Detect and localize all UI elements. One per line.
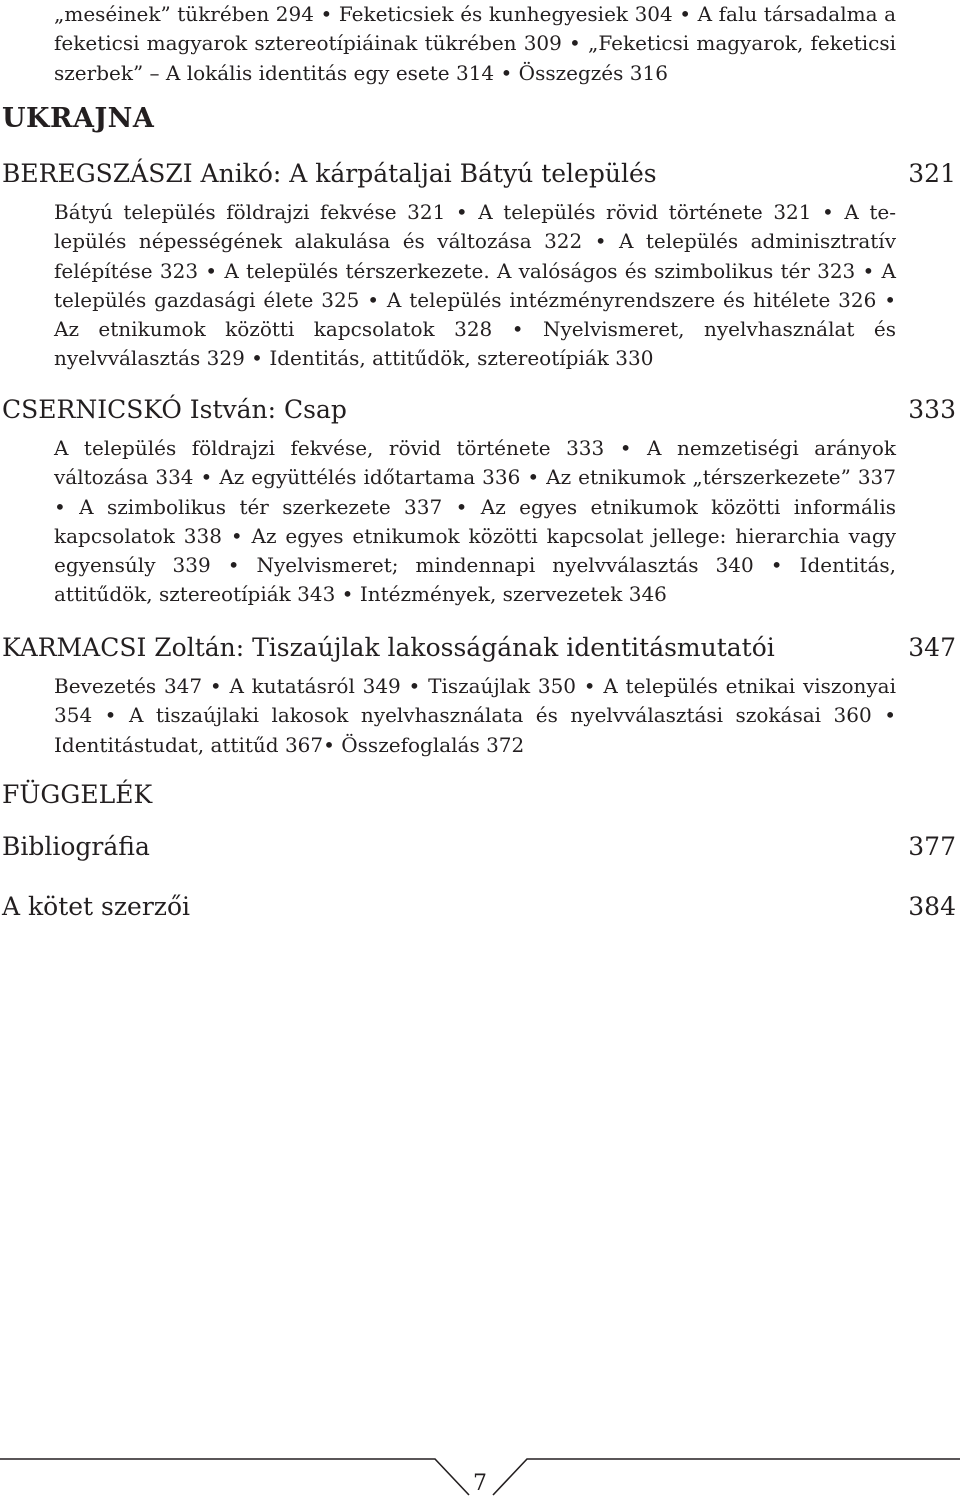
section-heading-fuggelek: FÜGGELÉK (2, 780, 153, 809)
toc-entry-subsections-csernicsko: A település földrajzi fekvése, rövid története 333 • A nemzetiségi arányok változása 334 • Az együttélés időtartama 336 • Az etnikumok „térszerkezete” 337 • A szimbolikus tér szerkezete 337 • Az egyes etnikumok közötti informális kapcsolatok 338 • Az egyes etnikumok közötti kapcsolat jellege: hierarchia vagy egyensúly 339 • Nyelvismeret; mindennapi nyelvválasztás 340 • Identitás, attitűdök, sztereotípiák 343 • Intézmények, szervezetek 346 (54, 436, 896, 607)
toc-entry-title-karmacsi[interactable]: KARMACSI Zoltán: Tiszaújlak lakosságának identitásmutatói (2, 633, 775, 662)
toc-entry-page-szerzok: 384 (908, 892, 956, 921)
toc-entry-title-beregszaszi[interactable]: BEREGSZÁSZI Anikó: A kárpátaljai Bátyú település (2, 159, 657, 188)
toc-entry-title-szerzok[interactable]: A kötet szerzői (2, 892, 191, 921)
toc-entry-page-karmacsi: 347 (908, 633, 956, 662)
toc-continuation-text: „meséinek” tükrében 294 • Feketicsiek és kunhegyesiek 304 • A falu társadalma a feketicsi magyarok sztereotípiáinak tükrében 309 • „Feketicsi magyarok, feketicsi szerbek” – A lokális identitás egy esete 314 • Összegzés 316 (54, 2, 896, 85)
toc-entry-title-csernicsko[interactable]: CSERNICSKÓ István: Csap (2, 395, 347, 424)
page-number: 7 (473, 1471, 487, 1496)
toc-entry-page-bibliografia: 377 (908, 832, 956, 861)
toc-entry-title-bibliografia[interactable]: Bibliográfia (2, 832, 150, 861)
section-heading-ukrajna: UKRAJNA (2, 103, 155, 134)
toc-entry-page-beregszaszi: 321 (908, 159, 956, 188)
toc-entry-subsections-beregszaszi: Bátyú település földrajzi fekvése 321 • A település rövid története 321 • A település népességének alakulása és változása 322 • A település adminisztratív felépítése 323 • A település térszerkezete. A valóságos és szimbolikus tér 323 • A település gazdasági élete 325 • A település intézményrendszere és hitélete 326 • Az etnikumok közötti kapcsolatok 328 • Nyelvismeret, nyelvhasználat és nyelvválasztás 329 • Identitás, attitűdök, sztereotípiák 330 (54, 200, 896, 371)
toc-entry-subsections-karmacsi: Bevezetés 347 • A kutatásról 349 • Tiszaújlak 350 • A település etnikai viszonyai 354 • A tiszaújlaki lakosok nyelvhasználata és nyelvválasztási szokásai 360 • Identitástudat, attitűd 367• Összefoglalás 372 (54, 674, 896, 757)
toc-entry-page-csernicsko: 333 (908, 395, 956, 424)
